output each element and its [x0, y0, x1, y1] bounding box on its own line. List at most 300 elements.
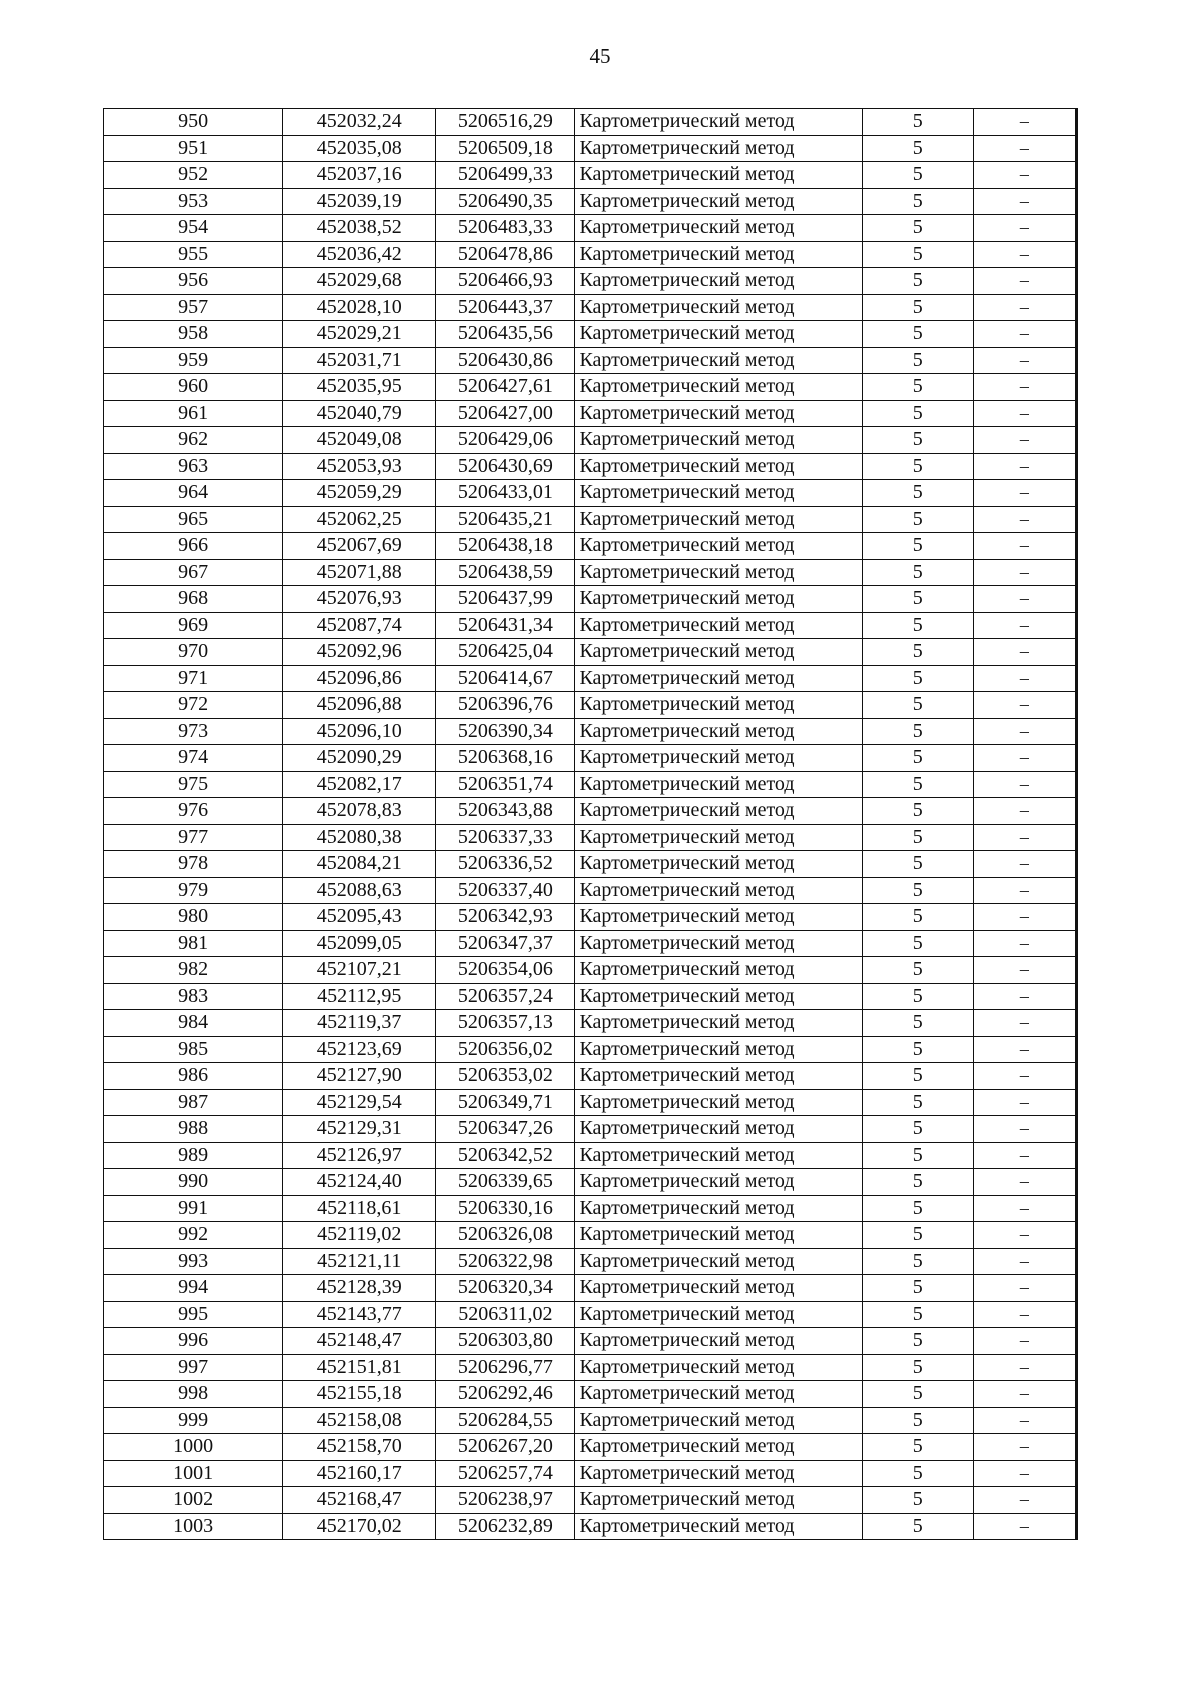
- point-number-cell: 985: [104, 1036, 283, 1063]
- x-coordinate-cell: 452118,61: [283, 1195, 436, 1222]
- method-cell: Картометрический метод: [575, 188, 862, 215]
- method-cell: Картометрический метод: [575, 983, 862, 1010]
- description-cell: –: [973, 1116, 1076, 1143]
- x-coordinate-cell: 452123,69: [283, 1036, 436, 1063]
- description-cell: –: [973, 374, 1076, 401]
- y-coordinate-cell: 5206356,02: [436, 1036, 575, 1063]
- point-number-cell: 967: [104, 559, 283, 586]
- point-number-cell: 1000: [104, 1434, 283, 1461]
- x-coordinate-cell: 452029,68: [283, 268, 436, 295]
- x-coordinate-cell: 452076,93: [283, 586, 436, 613]
- x-coordinate-cell: 452112,95: [283, 983, 436, 1010]
- description-cell: –: [973, 109, 1076, 136]
- method-cell: Картометрический метод: [575, 1434, 862, 1461]
- description-cell: –: [973, 533, 1076, 560]
- point-number-cell: 994: [104, 1275, 283, 1302]
- point-number-cell: 957: [104, 294, 283, 321]
- point-number-cell: 1003: [104, 1513, 283, 1540]
- table-row: [104, 1169, 1077, 1196]
- precision-cell: 5: [862, 321, 973, 348]
- y-coordinate-cell: 5206478,86: [436, 241, 575, 268]
- precision-cell: 5: [862, 1301, 973, 1328]
- table-row: [104, 1116, 1077, 1143]
- point-number-cell: 981: [104, 930, 283, 957]
- x-coordinate-cell: 452158,70: [283, 1434, 436, 1461]
- description-cell: –: [973, 162, 1076, 189]
- point-number-cell: 990: [104, 1169, 283, 1196]
- y-coordinate-cell: 5206257,74: [436, 1460, 575, 1487]
- y-coordinate-cell: 5206427,61: [436, 374, 575, 401]
- description-cell: –: [973, 1328, 1076, 1355]
- method-cell: Картометрический метод: [575, 506, 862, 533]
- point-number-cell: 976: [104, 798, 283, 825]
- description-cell: –: [973, 1434, 1076, 1461]
- table-row: [104, 294, 1077, 321]
- y-coordinate-cell: 5206414,67: [436, 665, 575, 692]
- y-coordinate-cell: 5206443,37: [436, 294, 575, 321]
- coordinates-table: [103, 108, 1078, 1540]
- x-coordinate-cell: 452028,10: [283, 294, 436, 321]
- y-coordinate-cell: 5206430,86: [436, 347, 575, 374]
- precision-cell: 5: [862, 1116, 973, 1143]
- method-cell: Картометрический метод: [575, 1010, 862, 1037]
- point-number-cell: 973: [104, 718, 283, 745]
- description-cell: –: [973, 347, 1076, 374]
- x-coordinate-cell: 452119,37: [283, 1010, 436, 1037]
- method-cell: Картометрический метод: [575, 718, 862, 745]
- precision-cell: 5: [862, 1195, 973, 1222]
- table-row: [104, 983, 1077, 1010]
- precision-cell: 5: [862, 1434, 973, 1461]
- x-coordinate-cell: 452107,21: [283, 957, 436, 984]
- table-row: [104, 109, 1077, 136]
- point-number-cell: 986: [104, 1063, 283, 1090]
- precision-cell: 5: [862, 1381, 973, 1408]
- table-row: [104, 453, 1077, 480]
- y-coordinate-cell: 5206342,93: [436, 904, 575, 931]
- y-coordinate-cell: 5206425,04: [436, 639, 575, 666]
- method-cell: Картометрический метод: [575, 268, 862, 295]
- point-number-cell: 963: [104, 453, 283, 480]
- point-number-cell: 951: [104, 135, 283, 162]
- x-coordinate-cell: 452148,47: [283, 1328, 436, 1355]
- precision-cell: 5: [862, 983, 973, 1010]
- table-row: [104, 1434, 1077, 1461]
- precision-cell: 5: [862, 188, 973, 215]
- table-row: [104, 1513, 1077, 1540]
- table-row: [104, 480, 1077, 507]
- x-coordinate-cell: 452062,25: [283, 506, 436, 533]
- method-cell: Картометрический метод: [575, 1354, 862, 1381]
- y-coordinate-cell: 5206354,06: [436, 957, 575, 984]
- description-cell: –: [973, 1460, 1076, 1487]
- description-cell: –: [973, 215, 1076, 242]
- table-row: [104, 135, 1077, 162]
- method-cell: Картометрический метод: [575, 1063, 862, 1090]
- point-number-cell: 995: [104, 1301, 283, 1328]
- precision-cell: 5: [862, 480, 973, 507]
- point-number-cell: 966: [104, 533, 283, 560]
- y-coordinate-cell: 5206296,77: [436, 1354, 575, 1381]
- precision-cell: 5: [862, 639, 973, 666]
- precision-cell: 5: [862, 1142, 973, 1169]
- method-cell: Картометрический метод: [575, 347, 862, 374]
- y-coordinate-cell: 5206351,74: [436, 771, 575, 798]
- description-cell: –: [973, 400, 1076, 427]
- table-row: [104, 824, 1077, 851]
- description-cell: –: [973, 1487, 1076, 1514]
- x-coordinate-cell: 452121,11: [283, 1248, 436, 1275]
- table-row: [104, 930, 1077, 957]
- point-number-cell: 962: [104, 427, 283, 454]
- precision-cell: 5: [862, 798, 973, 825]
- y-coordinate-cell: 5206357,13: [436, 1010, 575, 1037]
- precision-cell: 5: [862, 1248, 973, 1275]
- method-cell: Картометрический метод: [575, 1407, 862, 1434]
- coordinates-table-body: [104, 109, 1077, 1540]
- table-row: [104, 1407, 1077, 1434]
- x-coordinate-cell: 452036,42: [283, 241, 436, 268]
- x-coordinate-cell: 452158,08: [283, 1407, 436, 1434]
- x-coordinate-cell: 452124,40: [283, 1169, 436, 1196]
- method-cell: Картометрический метод: [575, 612, 862, 639]
- method-cell: Картометрический метод: [575, 533, 862, 560]
- x-coordinate-cell: 452067,69: [283, 533, 436, 560]
- precision-cell: 5: [862, 904, 973, 931]
- y-coordinate-cell: 5206429,06: [436, 427, 575, 454]
- precision-cell: 5: [862, 453, 973, 480]
- x-coordinate-cell: 452096,10: [283, 718, 436, 745]
- x-coordinate-cell: 452082,17: [283, 771, 436, 798]
- method-cell: Картометрический метод: [575, 294, 862, 321]
- x-coordinate-cell: 452037,16: [283, 162, 436, 189]
- x-coordinate-cell: 452071,88: [283, 559, 436, 586]
- y-coordinate-cell: 5206284,55: [436, 1407, 575, 1434]
- method-cell: Картометрический метод: [575, 798, 862, 825]
- description-cell: –: [973, 586, 1076, 613]
- y-coordinate-cell: 5206438,18: [436, 533, 575, 560]
- description-cell: –: [973, 718, 1076, 745]
- point-number-cell: 950: [104, 109, 283, 136]
- precision-cell: 5: [862, 1063, 973, 1090]
- precision-cell: 5: [862, 533, 973, 560]
- y-coordinate-cell: 5206368,16: [436, 745, 575, 772]
- precision-cell: 5: [862, 1036, 973, 1063]
- table-row: [104, 427, 1077, 454]
- method-cell: Картометрический метод: [575, 824, 862, 851]
- description-cell: –: [973, 321, 1076, 348]
- table-row: [104, 1222, 1077, 1249]
- y-coordinate-cell: 5206339,65: [436, 1169, 575, 1196]
- table-row: [104, 188, 1077, 215]
- table-row: [104, 798, 1077, 825]
- point-number-cell: 997: [104, 1354, 283, 1381]
- method-cell: Картометрический метод: [575, 1036, 862, 1063]
- method-cell: Картометрический метод: [575, 453, 862, 480]
- method-cell: Картометрический метод: [575, 851, 862, 878]
- description-cell: –: [973, 1381, 1076, 1408]
- x-coordinate-cell: 452049,08: [283, 427, 436, 454]
- point-number-cell: 955: [104, 241, 283, 268]
- y-coordinate-cell: 5206437,99: [436, 586, 575, 613]
- precision-cell: 5: [862, 162, 973, 189]
- precision-cell: 5: [862, 1354, 973, 1381]
- x-coordinate-cell: 452039,19: [283, 188, 436, 215]
- description-cell: –: [973, 135, 1076, 162]
- description-cell: –: [973, 559, 1076, 586]
- x-coordinate-cell: 452035,08: [283, 135, 436, 162]
- x-coordinate-cell: 452170,02: [283, 1513, 436, 1540]
- point-number-cell: 988: [104, 1116, 283, 1143]
- x-coordinate-cell: 452090,29: [283, 745, 436, 772]
- table-row: [104, 1142, 1077, 1169]
- table-row: [104, 1354, 1077, 1381]
- point-number-cell: 960: [104, 374, 283, 401]
- point-number-cell: 982: [104, 957, 283, 984]
- method-cell: Картометрический метод: [575, 109, 862, 136]
- point-number-cell: 980: [104, 904, 283, 931]
- x-coordinate-cell: 452119,02: [283, 1222, 436, 1249]
- description-cell: –: [973, 1354, 1076, 1381]
- method-cell: Картометрический метод: [575, 374, 862, 401]
- point-number-cell: 993: [104, 1248, 283, 1275]
- table-row: [104, 877, 1077, 904]
- description-cell: –: [973, 692, 1076, 719]
- x-coordinate-cell: 452128,39: [283, 1275, 436, 1302]
- y-coordinate-cell: 5206330,16: [436, 1195, 575, 1222]
- x-coordinate-cell: 452029,21: [283, 321, 436, 348]
- table-row: [104, 1275, 1077, 1302]
- description-cell: –: [973, 851, 1076, 878]
- x-coordinate-cell: 452088,63: [283, 877, 436, 904]
- description-cell: –: [973, 1195, 1076, 1222]
- x-coordinate-cell: 452087,74: [283, 612, 436, 639]
- table-row: [104, 718, 1077, 745]
- x-coordinate-cell: 452095,43: [283, 904, 436, 931]
- point-number-cell: 959: [104, 347, 283, 374]
- table-row: [104, 851, 1077, 878]
- x-coordinate-cell: 452151,81: [283, 1354, 436, 1381]
- x-coordinate-cell: 452155,18: [283, 1381, 436, 1408]
- precision-cell: 5: [862, 1407, 973, 1434]
- method-cell: Картометрический метод: [575, 586, 862, 613]
- method-cell: Картометрический метод: [575, 1328, 862, 1355]
- description-cell: –: [973, 824, 1076, 851]
- table-row: [104, 639, 1077, 666]
- precision-cell: 5: [862, 506, 973, 533]
- method-cell: Картометрический метод: [575, 692, 862, 719]
- table-row: [104, 1487, 1077, 1514]
- precision-cell: 5: [862, 559, 973, 586]
- table-row: [104, 771, 1077, 798]
- method-cell: Картометрический метод: [575, 215, 862, 242]
- precision-cell: 5: [862, 665, 973, 692]
- description-cell: –: [973, 1407, 1076, 1434]
- x-coordinate-cell: 452143,77: [283, 1301, 436, 1328]
- description-cell: –: [973, 1063, 1076, 1090]
- precision-cell: 5: [862, 930, 973, 957]
- point-number-cell: 978: [104, 851, 283, 878]
- y-coordinate-cell: 5206490,35: [436, 188, 575, 215]
- table-row: [104, 162, 1077, 189]
- description-cell: –: [973, 1248, 1076, 1275]
- method-cell: Картометрический метод: [575, 1513, 862, 1540]
- description-cell: –: [973, 1275, 1076, 1302]
- y-coordinate-cell: 5206347,26: [436, 1116, 575, 1143]
- point-number-cell: 975: [104, 771, 283, 798]
- point-number-cell: 974: [104, 745, 283, 772]
- y-coordinate-cell: 5206322,98: [436, 1248, 575, 1275]
- point-number-cell: 992: [104, 1222, 283, 1249]
- precision-cell: 5: [862, 1275, 973, 1302]
- table-row: [104, 1381, 1077, 1408]
- precision-cell: 5: [862, 374, 973, 401]
- precision-cell: 5: [862, 1328, 973, 1355]
- table-row: [104, 1328, 1077, 1355]
- y-coordinate-cell: 5206433,01: [436, 480, 575, 507]
- method-cell: Картометрический метод: [575, 1275, 862, 1302]
- y-coordinate-cell: 5206396,76: [436, 692, 575, 719]
- description-cell: –: [973, 1513, 1076, 1540]
- precision-cell: 5: [862, 1010, 973, 1037]
- point-number-cell: 991: [104, 1195, 283, 1222]
- table-row: [104, 904, 1077, 931]
- table-row: [104, 665, 1077, 692]
- method-cell: Картометрический метод: [575, 930, 862, 957]
- point-number-cell: 999: [104, 1407, 283, 1434]
- description-cell: –: [973, 427, 1076, 454]
- description-cell: –: [973, 612, 1076, 639]
- method-cell: Картометрический метод: [575, 1195, 862, 1222]
- table-row: [104, 400, 1077, 427]
- point-number-cell: 996: [104, 1328, 283, 1355]
- y-coordinate-cell: 5206509,18: [436, 135, 575, 162]
- method-cell: Картометрический метод: [575, 480, 862, 507]
- y-coordinate-cell: 5206347,37: [436, 930, 575, 957]
- point-number-cell: 998: [104, 1381, 283, 1408]
- method-cell: Картометрический метод: [575, 400, 862, 427]
- x-coordinate-cell: 452099,05: [283, 930, 436, 957]
- description-cell: –: [973, 241, 1076, 268]
- point-number-cell: 983: [104, 983, 283, 1010]
- point-number-cell: 979: [104, 877, 283, 904]
- method-cell: Картометрический метод: [575, 639, 862, 666]
- point-number-cell: 984: [104, 1010, 283, 1037]
- x-coordinate-cell: 452096,88: [283, 692, 436, 719]
- precision-cell: 5: [862, 851, 973, 878]
- x-coordinate-cell: 452084,21: [283, 851, 436, 878]
- precision-cell: 5: [862, 1169, 973, 1196]
- method-cell: Картометрический метод: [575, 1142, 862, 1169]
- precision-cell: 5: [862, 1513, 973, 1540]
- point-number-cell: 961: [104, 400, 283, 427]
- table-row: [104, 1195, 1077, 1222]
- precision-cell: 5: [862, 1487, 973, 1514]
- method-cell: Картометрический метод: [575, 877, 862, 904]
- point-number-cell: 954: [104, 215, 283, 242]
- point-number-cell: 971: [104, 665, 283, 692]
- table-row: [104, 1089, 1077, 1116]
- y-coordinate-cell: 5206342,52: [436, 1142, 575, 1169]
- table-row: [104, 1460, 1077, 1487]
- description-cell: –: [973, 665, 1076, 692]
- description-cell: –: [973, 639, 1076, 666]
- precision-cell: 5: [862, 241, 973, 268]
- point-number-cell: 953: [104, 188, 283, 215]
- description-cell: –: [973, 188, 1076, 215]
- y-coordinate-cell: 5206238,97: [436, 1487, 575, 1514]
- method-cell: Картометрический метод: [575, 665, 862, 692]
- point-number-cell: 987: [104, 1089, 283, 1116]
- y-coordinate-cell: 5206466,93: [436, 268, 575, 295]
- x-coordinate-cell: 452096,86: [283, 665, 436, 692]
- description-cell: –: [973, 294, 1076, 321]
- table-row: [104, 1248, 1077, 1275]
- y-coordinate-cell: 5206232,89: [436, 1513, 575, 1540]
- description-cell: –: [973, 983, 1076, 1010]
- description-cell: –: [973, 480, 1076, 507]
- point-number-cell: 964: [104, 480, 283, 507]
- table-row: [104, 1063, 1077, 1090]
- precision-cell: 5: [862, 745, 973, 772]
- precision-cell: 5: [862, 1089, 973, 1116]
- y-coordinate-cell: 5206435,21: [436, 506, 575, 533]
- description-cell: –: [973, 1010, 1076, 1037]
- y-coordinate-cell: 5206311,02: [436, 1301, 575, 1328]
- precision-cell: 5: [862, 215, 973, 242]
- y-coordinate-cell: 5206427,00: [436, 400, 575, 427]
- y-coordinate-cell: 5206267,20: [436, 1434, 575, 1461]
- precision-cell: 5: [862, 1222, 973, 1249]
- description-cell: –: [973, 1142, 1076, 1169]
- method-cell: Картометрический метод: [575, 427, 862, 454]
- point-number-cell: 969: [104, 612, 283, 639]
- table-row: [104, 692, 1077, 719]
- point-number-cell: 965: [104, 506, 283, 533]
- point-number-cell: 970: [104, 639, 283, 666]
- page-number: 45: [589, 44, 611, 68]
- precision-cell: 5: [862, 771, 973, 798]
- y-coordinate-cell: 5206303,80: [436, 1328, 575, 1355]
- table-row: [104, 533, 1077, 560]
- table-row: [104, 321, 1077, 348]
- precision-cell: 5: [862, 718, 973, 745]
- y-coordinate-cell: 5206438,59: [436, 559, 575, 586]
- y-coordinate-cell: 5206336,52: [436, 851, 575, 878]
- x-coordinate-cell: 452035,95: [283, 374, 436, 401]
- x-coordinate-cell: 452059,29: [283, 480, 436, 507]
- description-cell: –: [973, 1222, 1076, 1249]
- description-cell: –: [973, 268, 1076, 295]
- description-cell: –: [973, 1169, 1076, 1196]
- table-row: [104, 957, 1077, 984]
- method-cell: Картометрический метод: [575, 904, 862, 931]
- x-coordinate-cell: 452040,79: [283, 400, 436, 427]
- table-row: [104, 745, 1077, 772]
- precision-cell: 5: [862, 1460, 973, 1487]
- method-cell: Картометрический метод: [575, 1169, 862, 1196]
- precision-cell: 5: [862, 268, 973, 295]
- y-coordinate-cell: 5206431,34: [436, 612, 575, 639]
- y-coordinate-cell: 5206337,40: [436, 877, 575, 904]
- x-coordinate-cell: 452092,96: [283, 639, 436, 666]
- method-cell: Картометрический метод: [575, 1248, 862, 1275]
- table-row: [104, 1010, 1077, 1037]
- x-coordinate-cell: 452080,38: [283, 824, 436, 851]
- precision-cell: 5: [862, 957, 973, 984]
- description-cell: –: [973, 1036, 1076, 1063]
- description-cell: –: [973, 904, 1076, 931]
